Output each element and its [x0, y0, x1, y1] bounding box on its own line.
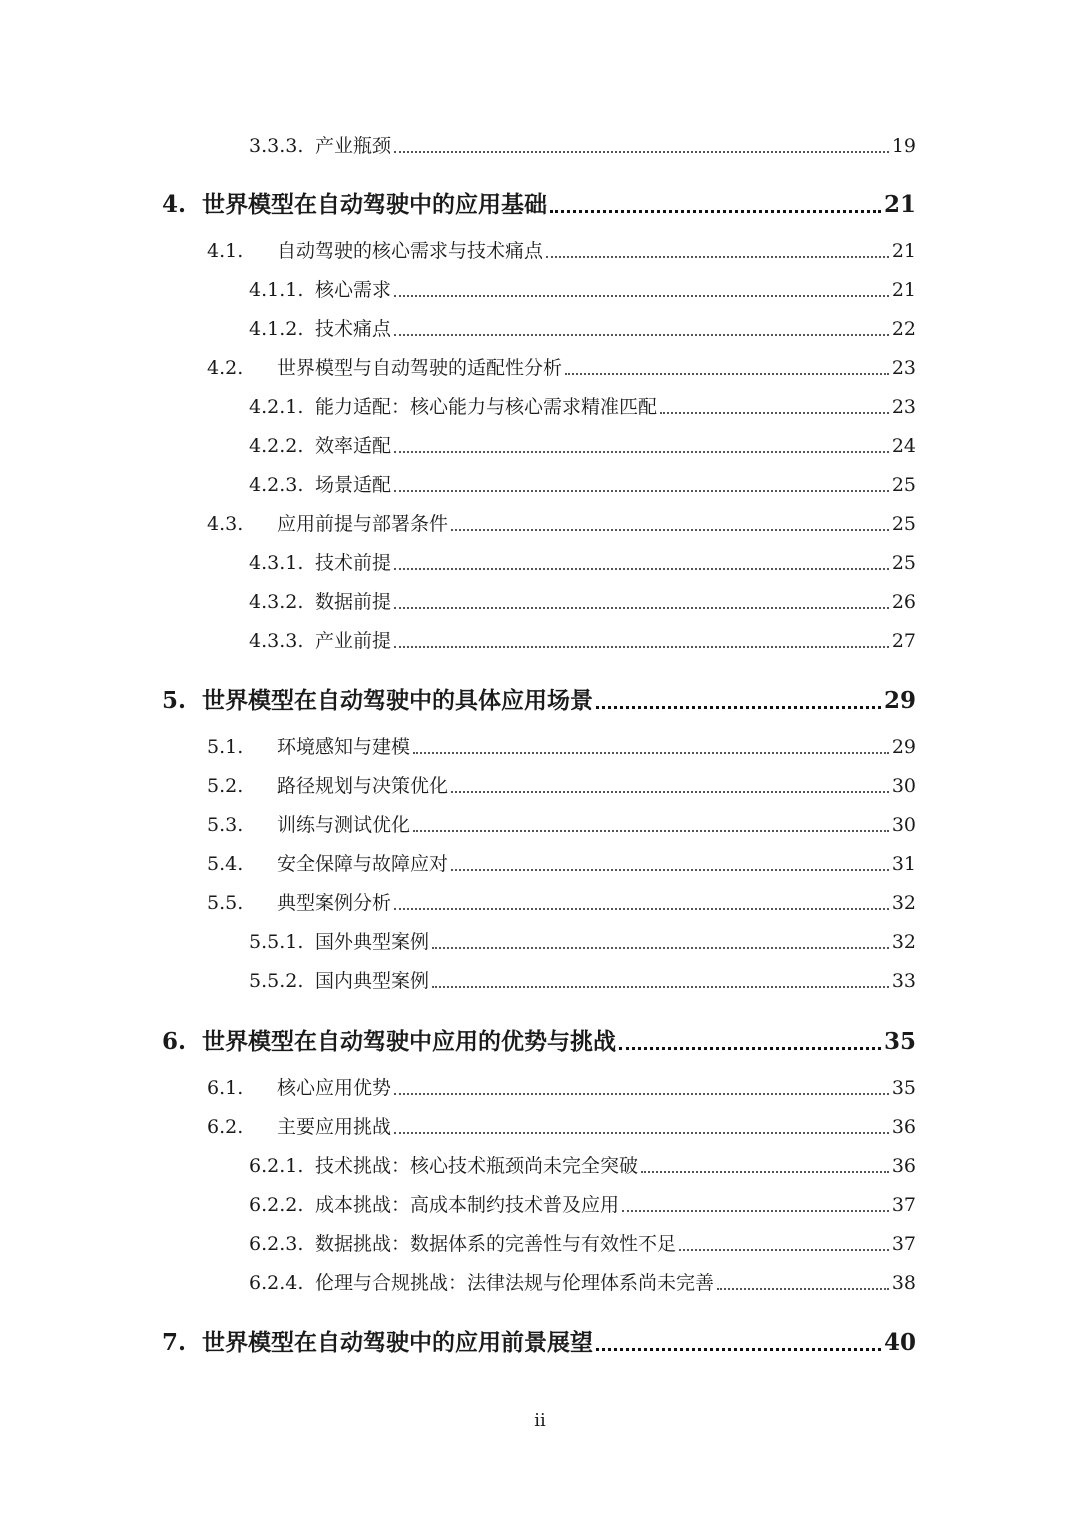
toc-entry[interactable] [207, 353, 916, 381]
toc-entry-title: 成本挑战：高成本制约技术普及应用 [315, 1194, 620, 1216]
dot-leader [413, 830, 889, 832]
toc-entry-page: 31 [891, 853, 916, 875]
toc-entry[interactable] [162, 186, 916, 218]
toc-entry-page: 37 [891, 1233, 916, 1255]
dot-leader [394, 334, 889, 336]
toc-entry-number: 4.1.2. [249, 318, 304, 340]
toc-entry-title: 产业前提 [315, 630, 392, 652]
dot-leader [394, 908, 889, 910]
toc-entry-number: 6.2.2. [249, 1194, 304, 1216]
dot-leader [717, 1288, 889, 1290]
dot-leader [596, 1348, 881, 1351]
toc-entry-number: 6.2.4. [249, 1272, 304, 1294]
toc-entry-number: 5.3. [207, 814, 244, 836]
dot-leader [394, 295, 889, 297]
toc-entry-number: 4.2. [207, 357, 244, 379]
dot-leader [432, 947, 889, 949]
toc-entry-title: 世界模型在自动驾驶中的具体应用场景 [202, 687, 593, 714]
toc-entry-number: 4. [162, 191, 187, 218]
dot-leader [451, 869, 889, 871]
toc-entry-title: 国外典型案例 [315, 931, 430, 953]
toc-entry-title: 场景适配 [315, 474, 392, 496]
toc-entry[interactable] [249, 1151, 916, 1179]
dot-leader [394, 607, 889, 609]
toc-entry[interactable] [207, 849, 916, 877]
toc-entry-title: 典型案例分析 [277, 892, 392, 914]
toc-entry-title: 技术挑战：核心技术瓶颈尚未完全突破 [315, 1155, 639, 1177]
dot-leader [394, 490, 889, 492]
toc-entry-page: 35 [883, 1028, 916, 1055]
toc-entry[interactable] [249, 548, 916, 576]
toc-entry-number: 4.3. [207, 513, 244, 535]
toc-entry-number: 4.3.1. [249, 552, 304, 574]
toc-entry[interactable] [249, 431, 916, 459]
toc-entry-number: 4.3.3. [249, 630, 304, 652]
toc-entry-number: 6.2. [207, 1116, 244, 1138]
toc-entry[interactable] [162, 1023, 916, 1055]
toc-entry-number: 6.1. [207, 1077, 244, 1099]
dot-leader [679, 1249, 889, 1251]
toc-entry-title: 世界模型在自动驾驶中的应用基础 [202, 191, 547, 218]
toc-entry-title: 世界模型与自动驾驶的适配性分析 [277, 357, 563, 379]
toc-entry-page: 22 [891, 318, 916, 340]
toc-entry-number: 5.5.1. [249, 931, 304, 953]
toc-entry-page: 25 [891, 513, 916, 535]
dot-leader [565, 373, 889, 375]
toc-entry[interactable] [249, 587, 916, 615]
dot-leader [451, 529, 889, 531]
toc-entry-number: 5.5. [207, 892, 244, 914]
dot-leader [546, 256, 889, 258]
toc-entry-title: 自动驾驶的核心需求与技术痛点 [277, 240, 544, 262]
toc-entry-title: 国内典型案例 [315, 970, 430, 992]
dot-leader [622, 1210, 889, 1212]
toc-entry-title: 技术前提 [315, 552, 392, 574]
toc-entry[interactable] [162, 682, 916, 714]
toc-entry[interactable] [249, 1268, 916, 1296]
toc-entry-page: 27 [891, 630, 916, 652]
toc-entry-title: 核心需求 [315, 279, 392, 301]
toc-entry[interactable] [249, 1229, 916, 1257]
toc-entry[interactable] [207, 236, 916, 264]
toc-entry-number: 4.2.3. [249, 474, 304, 496]
toc-entry-title: 能力适配：核心能力与核心需求精准匹配 [315, 396, 658, 418]
toc-entry-number: 4.3.2. [249, 591, 304, 613]
toc-entry-page: 26 [891, 591, 916, 613]
toc-entry-number: 6. [162, 1028, 187, 1055]
toc-entry-page: 36 [891, 1116, 916, 1138]
toc-entry[interactable] [207, 509, 916, 537]
toc-entry[interactable] [249, 927, 916, 955]
toc-entry-page: 35 [891, 1077, 916, 1099]
toc-entry-title: 环境感知与建模 [277, 736, 411, 758]
toc-entry-page: 21 [883, 191, 916, 218]
toc-entry-page: 30 [891, 775, 916, 797]
toc-entry-number: 5.1. [207, 736, 244, 758]
dot-leader [394, 1132, 889, 1134]
toc-entry[interactable] [249, 392, 916, 420]
toc-entry-number: 7. [162, 1329, 187, 1356]
toc-entry-number: 4.1.1. [249, 279, 304, 301]
toc-entry-page: 38 [891, 1272, 916, 1294]
toc-entry-page: 32 [891, 931, 916, 953]
dot-leader [394, 1093, 889, 1095]
dot-leader [394, 151, 889, 153]
dot-leader [660, 412, 889, 414]
page-number: ii [534, 1410, 546, 1431]
toc-entry-page: 30 [891, 814, 916, 836]
toc-entry-title: 效率适配 [315, 435, 392, 457]
toc-entry-title: 主要应用挑战 [277, 1116, 392, 1138]
dot-leader [432, 986, 889, 988]
toc-entry[interactable] [207, 888, 916, 916]
dot-leader [394, 646, 889, 648]
dot-leader [413, 752, 889, 754]
toc-entry[interactable] [207, 771, 916, 799]
toc-entry[interactable] [162, 1324, 916, 1356]
toc-entry-number: 5.5.2. [249, 970, 304, 992]
toc-entry-page: 19 [891, 135, 916, 157]
toc-entry-title: 安全保障与故障应对 [277, 853, 449, 875]
toc-entry-number: 4.2.1. [249, 396, 304, 418]
toc-entry-page: 29 [883, 687, 916, 714]
toc-entry-page: 29 [891, 736, 916, 758]
toc-entry-title: 核心应用优势 [277, 1077, 392, 1099]
dot-leader [394, 568, 889, 570]
toc-entry-page: 21 [891, 240, 916, 262]
toc-entry-page: 36 [891, 1155, 916, 1177]
toc-entry[interactable] [207, 1073, 916, 1101]
dot-leader [641, 1171, 889, 1173]
dot-leader [550, 210, 881, 213]
toc-entry-number: 6.2.1. [249, 1155, 304, 1177]
toc-entry-page: 24 [891, 435, 916, 457]
toc-entry[interactable] [207, 1112, 916, 1140]
toc-entry-page: 21 [891, 279, 916, 301]
toc-entry-title: 世界模型在自动驾驶中应用的优势与挑战 [202, 1028, 616, 1055]
toc-entry[interactable] [249, 626, 916, 654]
toc-entry-title: 伦理与合规挑战：法律法规与伦理体系尚未完善 [315, 1272, 715, 1294]
toc-entry[interactable] [207, 732, 916, 760]
toc-entry-page: 23 [891, 396, 916, 418]
toc-entry-title: 数据挑战：数据体系的完善性与有效性不足 [315, 1233, 677, 1255]
toc-entry-page: 37 [891, 1194, 916, 1216]
toc-entry-title: 路径规划与决策优化 [277, 775, 449, 797]
toc-entry-page: 40 [883, 1329, 916, 1356]
toc-entry[interactable] [249, 131, 916, 159]
toc-entry-number: 5.2. [207, 775, 244, 797]
toc-entry[interactable] [249, 275, 916, 303]
dot-leader [394, 451, 889, 453]
toc-entry-page: 25 [891, 552, 916, 574]
dot-leader [451, 791, 889, 793]
toc-entry-page: 33 [891, 970, 916, 992]
toc-entry-title: 应用前提与部署条件 [277, 513, 449, 535]
toc-entry-title: 世界模型在自动驾驶中的应用前景展望 [202, 1329, 593, 1356]
dot-leader [596, 706, 881, 709]
toc-entry-title: 训练与测试优化 [277, 814, 411, 836]
toc-entry[interactable] [249, 1190, 916, 1218]
toc-entry-title: 产业瓶颈 [315, 135, 392, 157]
toc-entry-page: 25 [891, 474, 916, 496]
toc-entry-title: 数据前提 [315, 591, 392, 613]
toc-entry[interactable] [249, 966, 916, 994]
toc-entry-number: 5. [162, 687, 187, 714]
toc-entry-number: 3.3.3. [249, 135, 304, 157]
toc-entry-page: 32 [891, 892, 916, 914]
toc-entry-number: 4.1. [207, 240, 244, 262]
toc-entry[interactable] [207, 810, 916, 838]
toc-entry-page: 23 [891, 357, 916, 379]
toc-entry-number: 5.4. [207, 853, 244, 875]
toc-entry[interactable] [249, 470, 916, 498]
toc-entry[interactable] [249, 314, 916, 342]
toc-entry-title: 技术痛点 [315, 318, 392, 340]
dot-leader [619, 1047, 881, 1050]
toc-entry-number: 4.2.2. [249, 435, 304, 457]
toc-entry-number: 6.2.3. [249, 1233, 304, 1255]
